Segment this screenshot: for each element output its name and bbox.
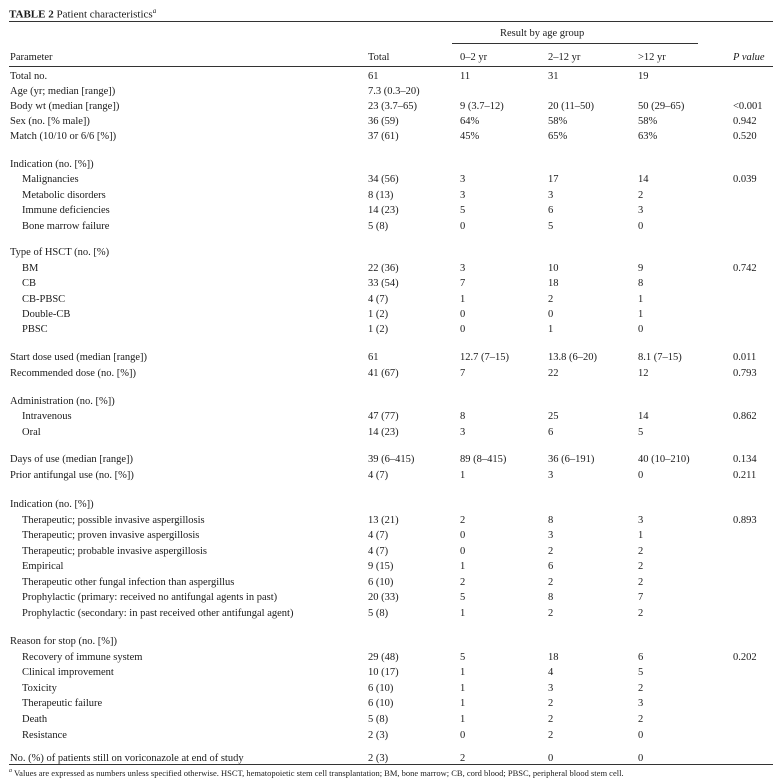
table-row bbox=[0, 681, 782, 696]
row-label: Death bbox=[22, 714, 48, 725]
table-cell: 3 bbox=[638, 205, 644, 216]
row-label: No. (%) of patients still on voriconazole at end of study bbox=[10, 753, 244, 764]
table-cell: 3 bbox=[548, 190, 554, 201]
table-footnote bbox=[9, 766, 779, 779]
table-cell: 6 (10) bbox=[368, 683, 394, 694]
table-cell: 45% bbox=[460, 131, 480, 142]
table-row bbox=[0, 634, 782, 649]
table-label: TABLE 2 bbox=[9, 8, 54, 21]
row-label: Body wt (median [range]) bbox=[10, 101, 120, 112]
row-label: Type of HSCT (no. [%) bbox=[10, 247, 110, 258]
table-cell: 1 bbox=[548, 324, 554, 335]
table-cell: 4 (7) bbox=[368, 294, 389, 305]
table-cell: 5 bbox=[460, 652, 466, 663]
table-cell: 3 bbox=[638, 698, 644, 709]
row-label: Prophylactic (primary: received no antifungal agents in past) bbox=[22, 592, 278, 603]
table-row bbox=[0, 497, 782, 512]
table-row bbox=[0, 590, 782, 605]
row-label: Double-CB bbox=[22, 309, 71, 320]
table-cell: 7 bbox=[460, 278, 466, 289]
table-cell: 89 (8–415) bbox=[460, 454, 507, 465]
row-label: Match (10/10 or 6/6 [%]) bbox=[10, 131, 117, 142]
table-row bbox=[0, 665, 782, 680]
table-cell: 14 bbox=[638, 174, 649, 185]
top-rule bbox=[9, 21, 773, 22]
table-cell: 1 (2) bbox=[368, 324, 389, 335]
row-label: Total no. bbox=[10, 71, 48, 82]
table-cell: 2 bbox=[638, 577, 644, 588]
table-cell: 1 (2) bbox=[368, 309, 389, 320]
row-label: Indication (no. [%]) bbox=[10, 159, 94, 170]
table-cell: 0.893 bbox=[733, 515, 757, 526]
row-label: Resistance bbox=[22, 730, 67, 741]
table-cell: 2 bbox=[548, 577, 554, 588]
table-cell: <0.001 bbox=[733, 101, 763, 112]
table-cell: 8 bbox=[548, 592, 554, 603]
table-cell: 31 bbox=[548, 71, 559, 82]
table-cell: 0.793 bbox=[733, 368, 757, 379]
row-label: Prophylactic (secondary: in past received other antifungal agent) bbox=[22, 608, 294, 619]
table-cell: 0 bbox=[460, 530, 466, 541]
row-label: Therapeutic failure bbox=[22, 698, 103, 709]
table-cell: 5 bbox=[638, 427, 644, 438]
table-cell: 3 bbox=[460, 427, 466, 438]
table-cell: 58% bbox=[548, 116, 568, 127]
col-header-age-0-2: 0–2 yr bbox=[460, 52, 488, 63]
table-cell: 6 (10) bbox=[368, 577, 394, 588]
table-cell: 1 bbox=[460, 683, 466, 694]
row-label: Immune deficiencies bbox=[22, 205, 110, 216]
table-cell: 1 bbox=[460, 667, 466, 678]
table-cell: 34 (56) bbox=[368, 174, 399, 185]
table-cell: 12.7 (7–15) bbox=[460, 352, 509, 363]
table-row bbox=[0, 84, 782, 99]
row-label: Prior antifungal use (no. [%]) bbox=[10, 470, 134, 481]
table-cell: 0 bbox=[460, 309, 466, 320]
row-label: Bone marrow failure bbox=[22, 221, 110, 232]
table-row bbox=[0, 409, 782, 424]
table-title-text: Patient characteristics bbox=[56, 8, 153, 21]
table-cell: 5 (8) bbox=[368, 608, 389, 619]
table-cell: 9 bbox=[638, 263, 644, 274]
table-row bbox=[0, 350, 782, 365]
table-row bbox=[0, 544, 782, 559]
table-row bbox=[0, 650, 782, 665]
table-cell: 0 bbox=[460, 546, 466, 557]
row-label: Administration (no. [%]) bbox=[10, 396, 115, 407]
col-header-age-2-12: 2–12 yr bbox=[548, 52, 581, 63]
table-row bbox=[0, 468, 782, 483]
row-label: Clinical improvement bbox=[22, 667, 114, 678]
table-row bbox=[0, 114, 782, 129]
table-cell: 0 bbox=[548, 309, 554, 320]
table-cell: 47 (77) bbox=[368, 411, 399, 422]
table-cell: 6 bbox=[638, 652, 644, 663]
table-cell: 1 bbox=[638, 530, 644, 541]
table-row bbox=[0, 261, 782, 276]
table-title bbox=[9, 4, 156, 22]
row-label: Therapeutic; possible invasive aspergillosis bbox=[22, 515, 205, 526]
table-cell: 2 bbox=[638, 561, 644, 572]
table-row bbox=[0, 425, 782, 440]
group-header: Result by age group bbox=[500, 28, 585, 39]
table-cell: 1 bbox=[460, 294, 466, 305]
table-cell: 5 bbox=[460, 205, 466, 216]
table-cell: 0 bbox=[548, 753, 554, 764]
table-cell: 8.1 (7–15) bbox=[638, 352, 682, 363]
table-cell: 1 bbox=[460, 698, 466, 709]
row-label: Toxicity bbox=[22, 683, 57, 694]
table-cell: 6 bbox=[548, 205, 554, 216]
col-header-age-gt-12: >12 yr bbox=[638, 52, 666, 63]
table-cell: 5 bbox=[548, 221, 554, 232]
table-cell: 7 bbox=[638, 592, 644, 603]
table-cell: 0.202 bbox=[733, 652, 757, 663]
table-cell: 6 (10) bbox=[368, 698, 394, 709]
table-cell: 36 (59) bbox=[368, 116, 399, 127]
row-label: Therapeutic other fungal infection than aspergillus bbox=[22, 577, 235, 588]
table-row bbox=[0, 452, 782, 467]
table-row bbox=[0, 203, 782, 218]
group-rule bbox=[452, 43, 698, 44]
table-cell: 5 (8) bbox=[368, 714, 389, 725]
table-cell: 61 bbox=[368, 71, 379, 82]
table-cell: 8 bbox=[638, 278, 644, 289]
table-row bbox=[0, 513, 782, 528]
table-cell: 1 bbox=[460, 470, 466, 481]
table-cell: 2 (3) bbox=[368, 730, 389, 741]
row-label: Indication (no. [%]) bbox=[10, 499, 94, 510]
table-cell: 0 bbox=[460, 730, 466, 741]
table-cell: 2 bbox=[548, 698, 554, 709]
table-cell: 7 bbox=[460, 368, 466, 379]
row-label: CB-PBSC bbox=[22, 294, 66, 305]
table-cell: 1 bbox=[460, 714, 466, 725]
table-cell: 2 (3) bbox=[368, 753, 389, 764]
table-cell: 19 bbox=[638, 71, 649, 82]
table-row bbox=[0, 157, 782, 172]
table-cell: 2 bbox=[460, 753, 466, 764]
table-cell: 20 (33) bbox=[368, 592, 399, 603]
table-cell: 18 bbox=[548, 652, 559, 663]
table-row bbox=[0, 696, 782, 711]
table-cell: 40 (10–210) bbox=[638, 454, 690, 465]
table-cell: 41 (67) bbox=[368, 368, 399, 379]
table-cell: 4 (7) bbox=[368, 470, 389, 481]
table-row bbox=[0, 129, 782, 144]
row-label: PBSC bbox=[22, 324, 48, 335]
table-cell: 7.3 (0.3–20) bbox=[368, 86, 420, 97]
table-cell: 1 bbox=[460, 561, 466, 572]
table-cell: 39 (6–415) bbox=[368, 454, 415, 465]
row-label: CB bbox=[22, 278, 37, 289]
table-row bbox=[0, 606, 782, 621]
table-cell: 5 bbox=[638, 667, 644, 678]
table-row bbox=[0, 219, 782, 234]
table-cell: 61 bbox=[368, 352, 379, 363]
table-cell: 8 (13) bbox=[368, 190, 394, 201]
table-cell: 2 bbox=[638, 714, 644, 725]
table-row bbox=[0, 292, 782, 307]
table-cell: 0.134 bbox=[733, 454, 757, 465]
table-row bbox=[0, 245, 782, 260]
table-cell: 33 (54) bbox=[368, 278, 399, 289]
table-cell: 0 bbox=[638, 470, 644, 481]
footnote-mark: a bbox=[9, 768, 12, 774]
table-row bbox=[0, 394, 782, 409]
footnote-text: Values are expressed as numbers unless specified otherwise. HSCT, hematopoietic stem cell transplantation; BM, bone marrow; CB, cord blood; PBSC, peripheral blood stem cell. bbox=[13, 767, 624, 778]
table-cell: 13 (21) bbox=[368, 515, 399, 526]
table-cell: 64% bbox=[460, 116, 480, 127]
table-cell: 2 bbox=[638, 608, 644, 619]
table-cell: 29 (48) bbox=[368, 652, 399, 663]
table-cell: 5 bbox=[460, 592, 466, 603]
table-cell: 0 bbox=[638, 753, 644, 764]
table-cell: 6 bbox=[548, 427, 554, 438]
table-cell: 2 bbox=[548, 608, 554, 619]
table-cell: 12 bbox=[638, 368, 649, 379]
table-cell: 13.8 (6–20) bbox=[548, 352, 597, 363]
table-cell: 10 (17) bbox=[368, 667, 399, 678]
table-row bbox=[0, 99, 782, 114]
table-row bbox=[0, 575, 782, 590]
row-label: Intravenous bbox=[22, 411, 72, 422]
table-cell: 11 bbox=[460, 71, 471, 82]
table-cell: 0 bbox=[638, 730, 644, 741]
row-label: Sex (no. [% male]) bbox=[10, 116, 90, 127]
col-header-total: Total bbox=[368, 52, 390, 63]
table-cell: 0 bbox=[638, 324, 644, 335]
table-row bbox=[0, 188, 782, 203]
table-row bbox=[0, 322, 782, 337]
table-cell: 3 bbox=[460, 263, 466, 274]
table-cell: 9 (3.7–12) bbox=[460, 101, 504, 112]
table-cell: 2 bbox=[460, 577, 466, 588]
table-cell: 0.520 bbox=[733, 131, 757, 142]
table-cell: 1 bbox=[460, 608, 466, 619]
row-label: BM bbox=[22, 263, 39, 274]
table-cell: 14 (23) bbox=[368, 205, 399, 216]
row-label: Oral bbox=[22, 427, 41, 438]
table-cell: 25 bbox=[548, 411, 559, 422]
table-cell: 0.011 bbox=[733, 352, 757, 363]
table-cell: 65% bbox=[548, 131, 568, 142]
table-cell: 23 (3.7–65) bbox=[368, 101, 417, 112]
table-cell: 0 bbox=[460, 221, 466, 232]
table-row bbox=[0, 559, 782, 574]
row-label: Therapeutic; probable invasive aspergillosis bbox=[22, 546, 207, 557]
table-row bbox=[0, 728, 782, 743]
row-label: Therapeutic; proven invasive aspergillosis bbox=[22, 530, 200, 541]
table-cell: 10 bbox=[548, 263, 559, 274]
table-cell: 14 (23) bbox=[368, 427, 399, 438]
table-cell: 0.039 bbox=[733, 174, 757, 185]
table-cell: 2 bbox=[548, 714, 554, 725]
table-cell: 8 bbox=[460, 411, 466, 422]
row-label: Age (yr; median [range]) bbox=[10, 86, 116, 97]
table-cell: 0.862 bbox=[733, 411, 757, 422]
table-cell: 2 bbox=[638, 683, 644, 694]
table-cell: 3 bbox=[548, 530, 554, 541]
table-cell: 0.742 bbox=[733, 263, 757, 274]
row-label: Reason for stop (no. [%]) bbox=[10, 636, 118, 647]
table-cell: 20 (11–50) bbox=[548, 101, 594, 112]
row-label: Malignancies bbox=[22, 174, 79, 185]
row-label: Days of use (median [range]) bbox=[10, 454, 134, 465]
table-cell: 22 (36) bbox=[368, 263, 399, 274]
table-cell: 3 bbox=[460, 174, 466, 185]
table-row bbox=[0, 276, 782, 291]
row-label: Start dose used (median [range]) bbox=[10, 352, 148, 363]
table-cell: 2 bbox=[460, 515, 466, 526]
table-cell: 3 bbox=[548, 470, 554, 481]
row-label: Recommended dose (no. [%]) bbox=[10, 368, 136, 379]
table-cell: 4 (7) bbox=[368, 530, 389, 541]
col-header-p-value: P value bbox=[733, 52, 765, 63]
table-cell: 22 bbox=[548, 368, 559, 379]
table-cell: 0 bbox=[638, 221, 644, 232]
table-cell: 50 (29–65) bbox=[638, 101, 685, 112]
table-row bbox=[0, 172, 782, 187]
table-cell: 5 (8) bbox=[368, 221, 389, 232]
table-row bbox=[0, 307, 782, 322]
table-row bbox=[0, 69, 782, 84]
table-cell: 18 bbox=[548, 278, 559, 289]
table-row bbox=[0, 366, 782, 381]
table-cell: 2 bbox=[548, 294, 554, 305]
title-footnote-mark: a bbox=[152, 7, 157, 15]
table-cell: 1 bbox=[638, 294, 644, 305]
table-cell: 2 bbox=[638, 190, 644, 201]
row-label: Metabolic disorders bbox=[22, 190, 106, 201]
table-cell: 2 bbox=[638, 546, 644, 557]
table-row bbox=[0, 528, 782, 543]
table-cell: 17 bbox=[548, 174, 559, 185]
table-cell: 3 bbox=[638, 515, 644, 526]
col-header-parameter: Parameter bbox=[10, 52, 53, 63]
bottom-rule bbox=[9, 764, 773, 765]
table-cell: 4 bbox=[548, 667, 554, 678]
table-cell: 4 (7) bbox=[368, 546, 389, 557]
table-cell: 63% bbox=[638, 131, 658, 142]
row-label: Recovery of immune system bbox=[22, 652, 143, 663]
table-cell: 36 (6–191) bbox=[548, 454, 595, 465]
table-cell: 9 (15) bbox=[368, 561, 394, 572]
table-cell: 3 bbox=[548, 683, 554, 694]
table-cell: 8 bbox=[548, 515, 554, 526]
row-label: Empirical bbox=[22, 561, 64, 572]
table-cell: 1 bbox=[638, 309, 644, 320]
table-cell: 0.942 bbox=[733, 116, 757, 127]
table-cell: 3 bbox=[460, 190, 466, 201]
table-cell: 6 bbox=[548, 561, 554, 572]
table-cell: 58% bbox=[638, 116, 658, 127]
table-cell: 14 bbox=[638, 411, 649, 422]
table-row bbox=[0, 712, 782, 727]
table-cell: 0 bbox=[460, 324, 466, 335]
table-cell: 0.211 bbox=[733, 470, 757, 481]
table-cell: 37 (61) bbox=[368, 131, 399, 142]
table-cell: 2 bbox=[548, 730, 554, 741]
table-cell: 2 bbox=[548, 546, 554, 557]
header-rule bbox=[9, 66, 773, 67]
